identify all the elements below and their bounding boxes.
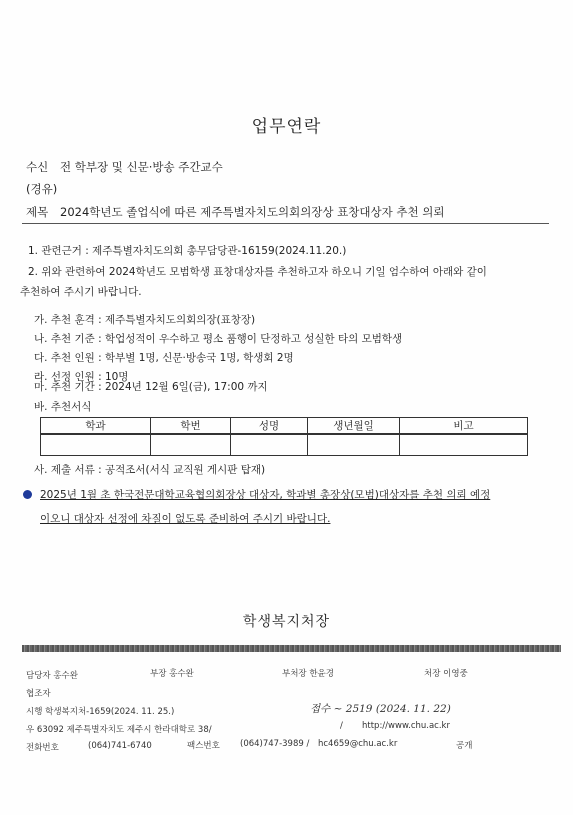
item-criteria: 나. 추천 기준 : 학업성적이 우수하고 평소 품행이 단정하고 성실한 타의 모범학생 <box>34 333 403 345</box>
item-selection-count: 라. 선정 인원 : 10명 <box>34 371 129 383</box>
header-student-id: 학번 <box>151 418 231 435</box>
document-title: 업무연락 <box>251 117 322 137</box>
subject-value: 2024학년도 졸업식에 따른 제주특별자치도의회의장상 표창대상자 추천 의뢰 <box>60 205 445 219</box>
footer-divider <box>22 645 561 652</box>
footer-deputy: 부처장 한윤경 <box>282 669 334 679</box>
notice-line1: 2025년 1월 초 한국전문대학교육협의회장상 대상자, 학과별 총장상(모범)대상자를 추천 의뢰 예정 <box>40 489 491 501</box>
item-form-heading: 바. 추천서식 <box>34 401 92 413</box>
footer-website: http://www.chu.ac.kr <box>362 721 450 731</box>
recommendation-form-table <box>40 417 528 456</box>
footer-email: hc4659@chu.ac.kr <box>318 739 398 749</box>
footer-receipt-stamp: 접수 ~ 2519 (2024. 11. 22) <box>310 703 451 715</box>
notice-bullet-icon <box>23 490 32 499</box>
item-recommend-count: 다. 추천 인원 : 학부별 1명, 신문·방송국 1명, 학생회 2명 <box>34 352 294 364</box>
table-header-row <box>41 418 528 435</box>
notice-line2: 이오니 대상자 선정에 차질이 없도록 준비하여 주시기 바랍니다. <box>40 513 331 525</box>
footer-fax: (064)747-3989 / <box>240 739 310 749</box>
footer-chief: 부장 홍수완 <box>150 669 194 679</box>
table-cell <box>308 434 400 455</box>
recipient-value: 전 학부장 및 신문·방송 주간교수 <box>60 160 223 174</box>
header-birthdate: 생년월일 <box>308 418 400 435</box>
request-paragraph-line1: 2. 위와 관련하여 2024학년도 모범학생 표창대상자를 추천하고자 하오니 기일 엄수하여 아래와 같이 <box>28 266 487 278</box>
footer-fax-label: 팩스번호 <box>187 741 220 751</box>
via-label: (경유) <box>26 182 58 196</box>
recipient-label: 수신 <box>26 160 49 174</box>
request-paragraph-line2: 추천하여 주시기 바랍니다. <box>20 286 142 298</box>
footer-address: 우 63092 제주특별자치도 제주시 한라대학로 38/ <box>26 725 212 735</box>
table-cell <box>151 434 231 455</box>
footer-doc-number: 시행 학생복지처-1659(2024. 11. 25.) <box>26 707 175 717</box>
footer-phone-label: 전화번호 <box>26 743 59 753</box>
footer-staff: 담당자 홍수완 <box>26 671 78 681</box>
footer-director: 처장 이영중 <box>424 669 468 679</box>
sender-title: 학생복지처장 <box>242 614 331 630</box>
footer-visibility: 공개 <box>456 741 473 751</box>
reference-paragraph: 1. 관련근거 : 제주특별자치도의회 총무담당관-16159(2024.11.20.) <box>28 245 347 257</box>
footer-phone: (064)741-6740 <box>88 741 152 751</box>
item-award-type: 가. 추천 훈격 : 제주특별자치도의회의장(표창장) <box>34 314 256 326</box>
table-row <box>41 434 528 455</box>
header-remarks: 비고 <box>400 418 528 435</box>
header-department: 학과 <box>41 418 151 435</box>
table-cell <box>231 434 308 455</box>
footer-slash: / <box>340 721 343 731</box>
header-name: 성명 <box>231 418 308 435</box>
table-cell <box>400 434 528 455</box>
submission-documents: 사. 제출 서류 : 공적조서(서식 교직원 게시판 탑재) <box>34 464 266 476</box>
subject-label: 제목 <box>26 205 49 219</box>
item-deadline: 마. 추천 기간 : 2024년 12월 6일(금), 17:00 까지 <box>34 381 268 393</box>
subject-divider <box>22 223 549 224</box>
table-cell <box>41 434 151 455</box>
footer-cooperator: 협조자 <box>26 689 51 699</box>
